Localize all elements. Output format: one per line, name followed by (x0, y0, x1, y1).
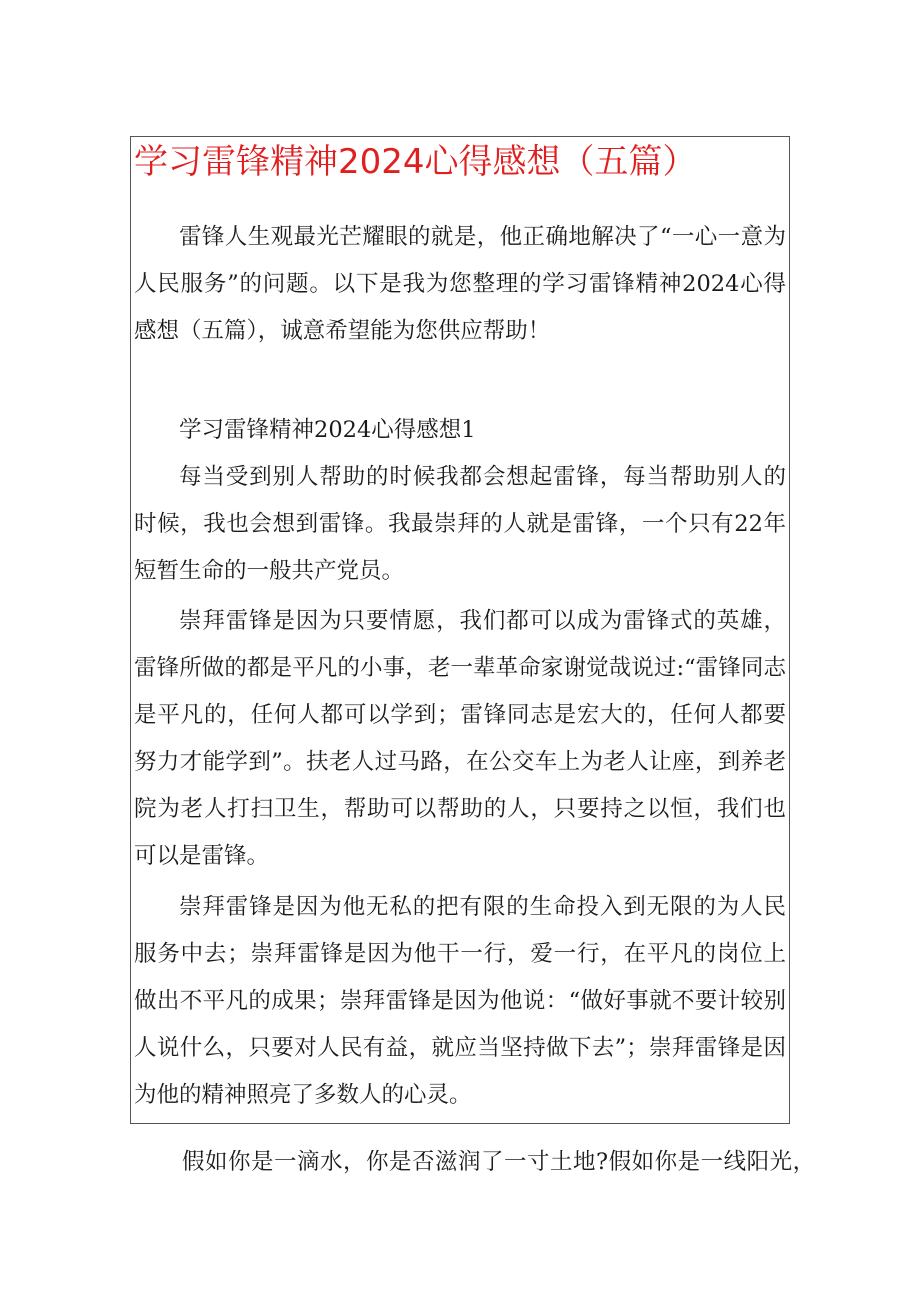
document-title: 学习雷锋精神2024心得感想（五篇） (134, 142, 697, 182)
intro-paragraph: 雷锋人生观最光芒耀眼的就是，他正确地解决了“一心一意为人民服务”的问题。以下是我为您整理的学习雷锋精神2024心得感想（五篇），诚意希望能为您供应帮助！ (134, 224, 786, 344)
section-heading: 学习雷锋精神2024心得感想1 (179, 417, 476, 443)
body-paragraph-2: 崇拜雷锋是因为只要情愿，我们都可以成为雷锋式的英雄，雷锋所做的都是平凡的小事，老一辈革命家谢觉哉说过:“雷锋同志是平凡的，任何人都可以学到；雷锋同志是宏大的，任何人都要努力才能学到”。扶老人过马路，在公交车上为老人让座，到养老院为老人打扫卫生，帮助可以帮助的人，只要持之以恒，我们也可以是雷锋。 (134, 608, 786, 869)
body-paragraph-3: 崇拜雷锋是因为他无私的把有限的生命投入到无限的为人民服务中去；崇拜雷锋是因为他干一行，爱一行，在平凡的岗位上做出不平凡的成果；崇拜雷锋是因为他说：“做好事就不要计较别人说什么，只要对人民有益，就应当坚持做下去”；崇拜雷锋是因为他的精神照亮了多数人的心灵。 (134, 894, 786, 1108)
continuation-paragraph: 假如你是一滴水，你是否滋润了一寸土地?假如你是一线阳光， (182, 1149, 816, 1175)
body-paragraph-1: 每当受到别人帮助的时候我都会想起雷锋，每当帮助别人的时候，我也会想到雷锋。我最崇拜的人就是雷锋，一个只有22年短暂生命的一般共产党员。 (134, 464, 786, 584)
